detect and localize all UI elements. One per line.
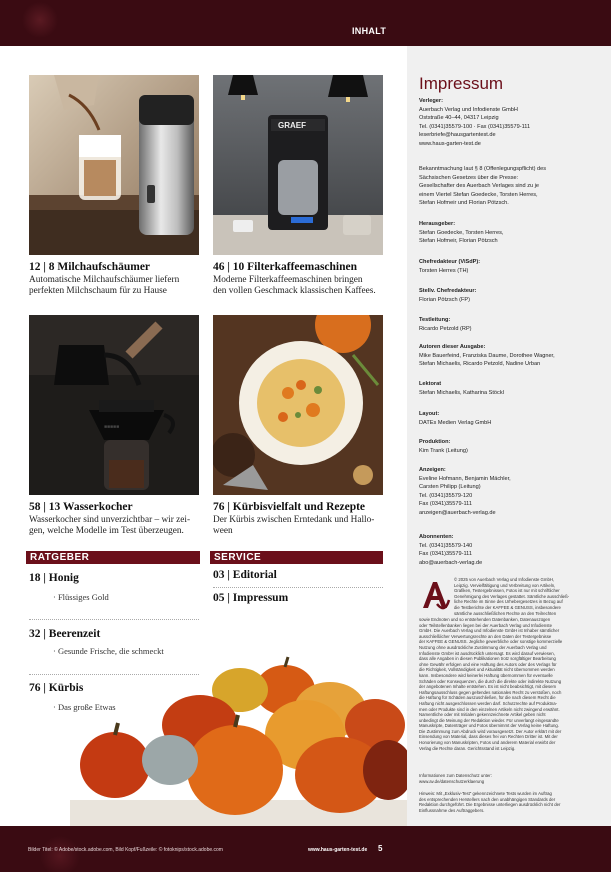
divider xyxy=(29,619,199,620)
feature-desc-filter: Moderne Filterkaffeemaschinen bringen den vollen Geschmack klassischen Kaffees. xyxy=(213,275,376,296)
impressum-bekanntmachung: Bekanntmachung laut § 8 (Offenlegungspflicht) des Sächsischen Gesetzes über die Presse: Gesellschafter des Auerbach Verlages sind zu je einem Viertel Stefan Goedecke, Torsten Herres, Stefan Hofmeir und Florian Pötzsch. xyxy=(419,166,547,207)
ratgeber-sub-beerenzeit: · Gesunde Frische, die schmeckt xyxy=(53,646,164,656)
impressum-lektorat: Lektorat Stefan Michaelis, Katharina Stöckl xyxy=(419,381,504,396)
section-header-service: SERVICE xyxy=(210,551,383,564)
header-band xyxy=(0,0,407,46)
feature-desc-milk: Automatische Milchaufschäumer liefern perfekten Milchschaum für zu Hause xyxy=(29,275,180,296)
legal-head: © 2025 von Auerbach Verlag und Infodienste GmbH, Leipzig. Vervielfältigung und Verbreitung von Artikeln, Grafiken, Testergebnissen, Fotos ist nur mit schriftlicher Genehmigung des Verlages gestattet. Sämtliche ausschließ- liche Rechte im Sinne des Urhebergesetzes in Bezug auf die Testberichte der KAFFEE & GENUSS, insbesondere sämtliche ausschließlichen Rechte an den Teilrechten xyxy=(454,577,570,616)
svg-text:■■■■■: ■■■■■ xyxy=(104,424,120,430)
publisher-logo xyxy=(419,578,451,614)
feature-title-pumpkin[interactable]: 76 | Kürbisvielfalt und Rezepte xyxy=(213,501,366,513)
impressum-title: Impressum xyxy=(419,74,504,93)
photo-pumpkins xyxy=(70,655,407,826)
photo-pumpkin-dish xyxy=(213,315,383,495)
impressum-autoren: Autoren dieser Ausgabe: Mike Bauerfeind, Franziska Daume, Dorothee Wagner, Stefan Michaelis, Ricardo Petzold, Nadine Urban xyxy=(419,344,555,368)
impressum-produktion: Produktion: Kim Trank (Leitung) xyxy=(419,439,468,454)
service-item-impressum[interactable]: 05 | Impressum xyxy=(213,592,289,604)
machine-brand: GRAEF xyxy=(278,121,306,130)
ratgeber-item-honig[interactable]: 18 | Honig xyxy=(29,572,79,584)
photo-credits: Bilder Titel: © Adobe/stock.adobe.com, Bild Kopf/Fußzeile: © fotoknips/stock.adobe.com xyxy=(28,847,223,853)
hinweis-text: Hinweis: Mit „Exklusiv-Test“ gekennzeichnete Tests wurden im Auftrag des entsprechenden Herstellers nach den unabhängigen Standards der Redaktion durchgeführt. Die Ergebnisse unterliegen ausdrücklich nicht der Einflussnahme des Auftraggebers. xyxy=(419,791,561,813)
ratgeber-item-beerenzeit[interactable]: 32 | Beerenzeit xyxy=(29,628,101,640)
impressum-verleger: Verleger: Auerbach Verlag und Infodienste GmbH Oststraße 40–44, 04317 Leipzig Tel. (0341)35579-100 · Fax (0341)35579-111 leserbriefe@hausgartentest.de www.haus-garten-test.de xyxy=(419,98,531,147)
impressum-testleitung: Testleitung: Ricardo Petzold (RP) xyxy=(419,317,472,332)
page-number: 5 xyxy=(378,844,383,853)
legal-body: sowie Endnoten und so entstehenden Datenbanken, Datenauszügen oder Teilstellenbanken liegen bei der Auerbach Verlag und Infodienste GmbH. Die Auerbach Verlag und Infodienste GmbH ist Inhaber sämtlicher ausschließlicher Verwertungsrechte an den Daten der Testergebnisse der KAFFEE & GENUSS. Jegliche gewerbliche oder sonstige kommerzielle Nutzung ohne ausdrückliche Zustimmung der Auerbach Verlag und Infodienste GmbH ist ausdrücklich untersagt. Es wird darauf verwiesen, dass alle Angaben in diesen Publikationen trotz sorgfältiger Bearbeitung ohne Gewähr erfolgen und eine Haftung des Autors oder des Verlags für die Richtigkeit, Vollständigkeit und Aktualität nicht übernommen werden kann. Insbesondere wird keinerlei Haftung übernommen für eventuelle Schäden oder Konsequenzen, die durch die direkte oder indirekte Nutzung der angebotenen Inhalte entstehen. Es ist nicht beabsichtigt, mit diesem Haftungsausschluss gegen geltendes nationales Recht zu verstoßen, noch die Haftung für Schäden auszuschließen, für die nach diesem Recht die Haftung nicht ausgeschlossen werden darf. Schutzrechte auf Produktna- men oder Produkte sind in den einzelnen Artikeln nicht zwingend erwähnt. Namentliche oder mit Initialen gekennzeichnete Artikel geben nicht unbedingt die Meinung der Redaktion wieder. Für unverlangt eingesandte Manuskripte, Datenträger und Fotos übernimmt der Verlag keine Haftung. Die Zustimmung zum Abdruck wird vorausgesetzt. Der Autor erklärt mit der Einsendung von Material, dass dieses frei von Rechten Dritter ist. Mit der Honorierung von Manuskripten, Fotos und anderem Material erwirbt der Verlag die Rechte daran. Gerichtsstand ist Leipzig. xyxy=(419,617,563,751)
service-item-editorial[interactable]: 03 | Editorial xyxy=(213,569,277,581)
divider xyxy=(213,587,383,588)
impressum-abonnenten: Abonnenten: Tel. (0341)35579-140 Fax (0341)35579-111 abo@auerbach-verlag.de xyxy=(419,534,483,566)
feature-desc-kettle: Wasserkocher sind unverzichtbar – wir zei- gen, welche Modelle im Test überzeugen. xyxy=(29,515,191,536)
feature-title-filter[interactable]: 46 | 10 Filterkaffeemaschinen xyxy=(213,261,358,273)
photo-kettle xyxy=(29,315,199,495)
feature-desc-pumpkin: Der Kürbis zwischen Erntedank und Hallo- ween xyxy=(213,515,375,536)
impressum-stellv: Stellv. Chefredakteur: Florian Pötzsch (FP) xyxy=(419,288,477,303)
section-label: INHALT xyxy=(352,26,387,36)
section-header-ratgeber: RATGEBER xyxy=(26,551,200,564)
photo-filter-coffee-machine xyxy=(213,75,383,255)
datenschutz-info: Informationen zum Datenschutz unter: www.av.de/datenschutzerklaerung xyxy=(419,773,492,784)
ratgeber-sub-honig: · Flüssiges Gold xyxy=(53,592,109,602)
impressum-chefredakteur: Chefredakteur (ViSdP): Torsten Herres (TH) xyxy=(419,259,481,274)
footer-url[interactable]: www.haus-garten-test.de xyxy=(308,847,368,853)
ratgeber-sub-kuerbis: · Das große Etwas xyxy=(53,702,116,712)
impressum-layout: Layout: DATEs Medien Verlag GmbH xyxy=(419,411,492,426)
feature-title-milk[interactable]: 12 | 8 Milchaufschäumer xyxy=(29,261,151,273)
header-band-right xyxy=(407,0,611,46)
ratgeber-item-kuerbis[interactable]: 76 | Kürbis xyxy=(29,682,84,694)
feature-title-kettle[interactable]: 58 | 13 Wasserkocher xyxy=(29,501,133,513)
impressum-anzeigen: Anzeigen: Eveline Hofmann, Benjamin Mächler, Carsten Philipp (Leitung) Tel. (0341)35579-120 Fax (0341)35579-111 anzeigen@auerbach-verlag.de xyxy=(419,467,511,516)
photo-milk-frother xyxy=(29,75,199,255)
impressum-herausgeber: Herausgeber: Stefan Goedecke, Torsten Herres, Stefan Hofmeir, Florian Pötzsch xyxy=(419,221,504,245)
